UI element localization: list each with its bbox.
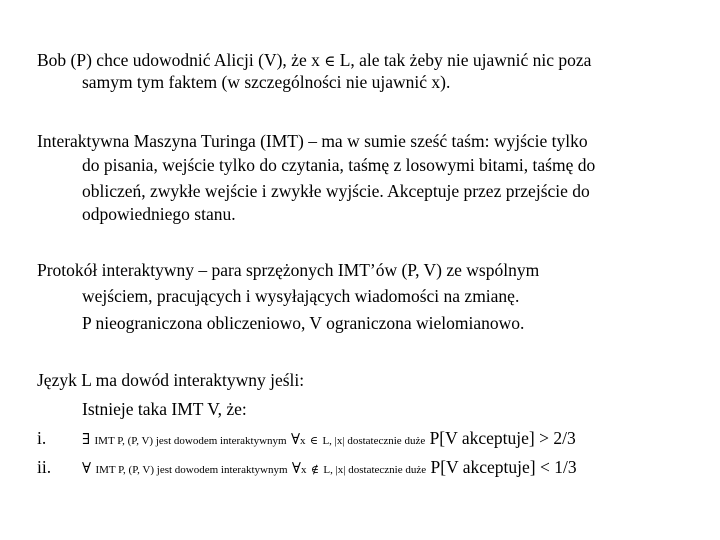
probability-condition: P[V akceptuje] < 1/3 — [430, 457, 577, 477]
para3-line3: P nieograniczona obliczeniowo, V ograniczona wielomianowo. — [82, 313, 525, 333]
para1-line2: samym tym faktem (w szczególności nie ujawnić x). — [82, 72, 451, 92]
condition-line — [82, 428, 576, 451]
para3-line1: Protokół interaktywny – para sprzężonych IMT’ów (P, V) ze wspólnym — [37, 260, 540, 280]
para2-line2: do pisania, wejście tylko do czytania, taśmę z losowymi bitami, taśmę do — [82, 155, 596, 175]
forall-symbol: ∀ — [290, 430, 301, 448]
forall-symbol: ∀ — [82, 459, 92, 477]
para2-line1: Interaktywna Maszyna Turinga (IMT) – ma w sumie sześć taśm: wyjście tylko — [37, 131, 588, 151]
para2-line4: odpowiedniego stanu. — [82, 204, 236, 224]
condition-small-post: L, |x| dostatecznie duże — [322, 435, 426, 447]
para4-line1: Język L ma dowód interaktywny jeśli: — [37, 370, 305, 390]
exists-symbol: ∃ — [82, 430, 91, 448]
not-element-of-symbol: ∉ — [310, 463, 319, 476]
forall-symbol: ∀ — [291, 459, 301, 477]
element-of-symbol: ∈ — [324, 52, 336, 70]
condition-small-pre: IMT P, (P, V) jest dowodem interaktywnym — [94, 435, 287, 447]
condition-x: x — [300, 435, 306, 447]
condition-x: x — [300, 464, 307, 476]
item-marker: ii. — [37, 457, 52, 477]
para3-line2: wejściem, pracujących i wysyłających wiadomości na zmianę. — [82, 286, 520, 306]
item-marker: i. — [37, 428, 47, 448]
para4-line2: Istnieje taka IMT V, że: — [82, 399, 247, 419]
condition-line — [82, 457, 577, 480]
condition-small-pre: IMT P, (P, V) jest dowodem interaktywnym — [95, 464, 288, 476]
element-of-symbol: ∈ — [309, 434, 319, 447]
para1-line1-pre: Bob (P) chce udowodnić Alicji (V), że x — [37, 50, 320, 70]
condition-small-post: L, |x| dostatecznie duże — [323, 464, 427, 476]
para1-line1-post: L, ale tak żeby nie ujawnić nic poza — [339, 50, 592, 70]
para1-line1 — [37, 50, 591, 71]
para2-line3: obliczeń, zwykłe wejście i zwykłe wyjście. Akceptuje przez przejście do — [82, 181, 590, 201]
probability-condition: P[V akceptuje] > 2/3 — [429, 428, 576, 448]
